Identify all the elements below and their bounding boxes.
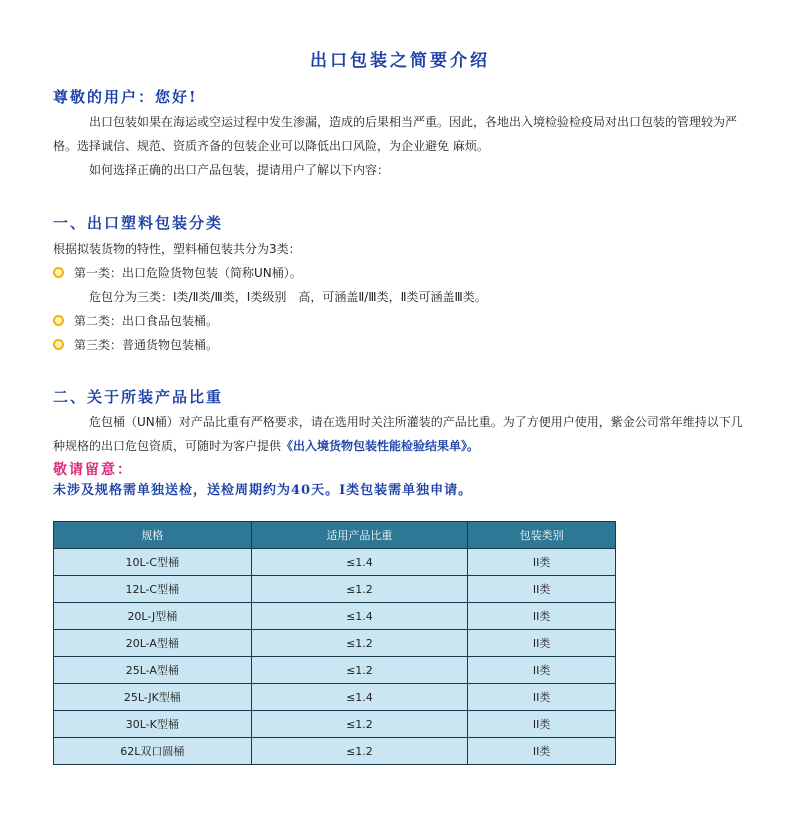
cell-class: II类 xyxy=(468,576,616,603)
cell-gravity: ≤1.2 xyxy=(251,630,468,657)
cell-spec: 30L-K型桶 xyxy=(54,711,252,738)
cell-class: II类 xyxy=(468,738,616,765)
list-item xyxy=(53,312,218,329)
column-header-spec: 规格 xyxy=(54,522,252,549)
greeting: 尊敬的用户：您好! xyxy=(53,88,198,106)
cell-gravity: ≤1.2 xyxy=(251,657,468,684)
cell-spec: 25L-A型桶 xyxy=(54,657,252,684)
table-row xyxy=(54,549,616,576)
cell-spec: 62L双口圆桶 xyxy=(54,738,252,765)
section1-lead: 根据拟装货物的特性，塑料桶包装共分为3类： xyxy=(53,242,301,256)
bullet-icon xyxy=(53,315,64,326)
cell-class: II类 xyxy=(468,549,616,576)
cell-gravity: ≤1.4 xyxy=(251,549,468,576)
spec-table xyxy=(53,521,616,765)
cell-class: II类 xyxy=(468,684,616,711)
cell-class: II类 xyxy=(468,657,616,684)
cell-spec: 20L-J型桶 xyxy=(54,603,252,630)
page-title: 出口包装之简要介绍 xyxy=(310,51,490,71)
cell-spec: 10L-C型桶 xyxy=(54,549,252,576)
table-header-row xyxy=(54,522,616,549)
section2-text-end: 。 xyxy=(467,439,480,453)
cell-gravity: ≤1.4 xyxy=(251,603,468,630)
table-row xyxy=(54,711,616,738)
cell-spec: 20L-A型桶 xyxy=(54,630,252,657)
cell-gravity: ≤1.2 xyxy=(251,738,468,765)
bullet-icon xyxy=(53,267,64,278)
cell-class: II类 xyxy=(468,603,616,630)
inspection-result-link[interactable]: 《出入境货物包装性能检验结果单》 xyxy=(281,439,468,453)
intro-paragraph: 出口包装如果在海运或空运过程中发生渗漏，造成的后果相当严重。因此，各地出入境检验检疫局对出口包装的管理较为严格。选择诚信、规范、资质齐备的包装企业可以降低出口风险，为企业避免 麻烦。 xyxy=(53,115,738,153)
cell-class: II类 xyxy=(468,630,616,657)
hazard-class-note: 危包分为三类：Ⅰ类/Ⅱ类/Ⅲ类，Ⅰ类级别 高，可涵盖Ⅱ/Ⅲ类，Ⅱ类可涵盖Ⅲ类。 xyxy=(89,290,487,304)
table-row xyxy=(54,576,616,603)
list-item-text: 第三类：普通货物包装桶。 xyxy=(74,338,219,352)
list-item-text: 第一类：出口危险货物包装（简称UN桶）。 xyxy=(74,266,302,280)
notice-text: 未涉及规格需单独送检，送检周期约为40天。Ⅰ类包装需单独申请。 xyxy=(53,483,473,498)
section2-heading: 二、关于所装产品比重 xyxy=(53,388,224,406)
table-row xyxy=(54,630,616,657)
section1-heading: 一、出口塑料包装分类 xyxy=(53,214,224,232)
cell-spec: 25L-JK型桶 xyxy=(54,684,252,711)
column-header-class: 包装类别 xyxy=(468,522,616,549)
notice-title: 敬请留意： xyxy=(53,462,133,478)
cell-class: II类 xyxy=(468,711,616,738)
cell-spec: 12L-C型桶 xyxy=(54,576,252,603)
section2-text: 危包桶（UN桶）对产品比重有严格要求，请在选用时关注所灌装的产品比重。为了方便用户使用，紫金公司常年维持以下几种规格的出口危包资质，可随时为客户提供 xyxy=(53,415,743,453)
cell-gravity: ≤1.2 xyxy=(251,576,468,603)
column-header-gravity: 适用产品比重 xyxy=(251,522,468,549)
bullet-icon xyxy=(53,339,64,350)
intro-prompt: 如何选择正确的出口产品包装，提请用户了解以下内容： xyxy=(89,163,390,177)
section2-paragraph xyxy=(53,410,753,458)
table-row xyxy=(54,657,616,684)
list-item-text: 第二类：出口食品包装桶。 xyxy=(74,314,219,328)
cell-gravity: ≤1.4 xyxy=(251,684,468,711)
list-item xyxy=(53,264,302,281)
list-item xyxy=(53,336,218,353)
table-row xyxy=(54,684,616,711)
table-row xyxy=(54,603,616,630)
table-row xyxy=(54,738,616,765)
cell-gravity: ≤1.2 xyxy=(251,711,468,738)
